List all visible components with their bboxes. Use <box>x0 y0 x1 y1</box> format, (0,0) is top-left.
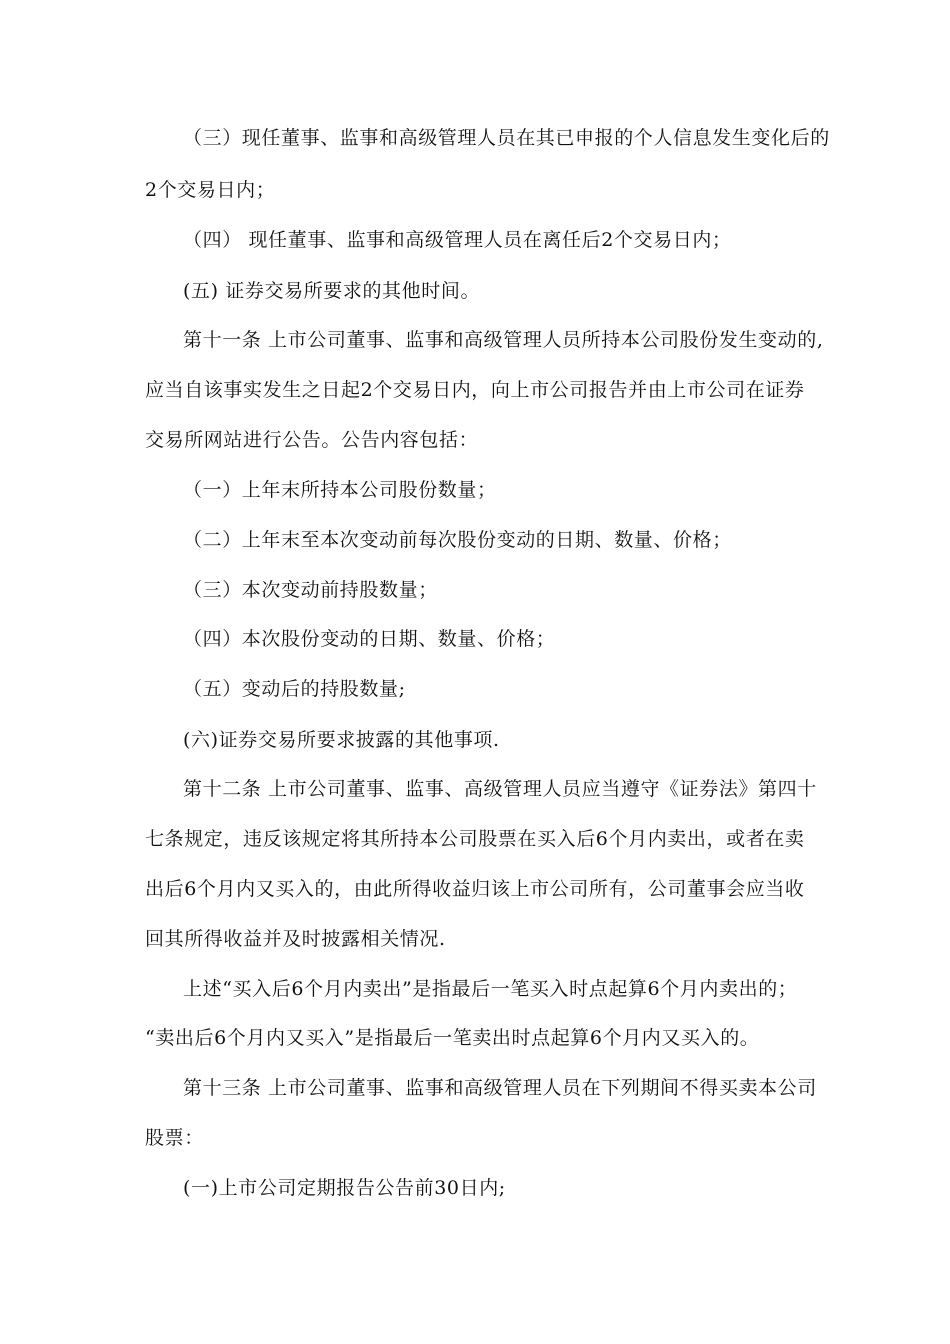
text-line-2: 2个交易日内； <box>145 179 276 201</box>
text-line-7: 交易所网站进行公告。公告内容包括： <box>145 429 479 451</box>
text-line-21: 股票： <box>145 1127 204 1149</box>
text-line-14: 第十二条 上市公司董事、监事、高级管理人员应当遵守《证券法》第四十 <box>183 778 817 800</box>
text-line-10: （三）本次变动前持股数量； <box>183 579 438 601</box>
text-line-4: (五) 证券交易所要求的其他时间。 <box>183 280 481 302</box>
text-line-6: 应当自该事实发生之日起2个交易日内，向上市公司报告并由上市公司在证券 <box>145 379 805 401</box>
text-line-11: （四）本次股份变动的日期、数量、价格； <box>183 628 556 650</box>
text-line-18: 上述“买入后6个月内卖出”是指最后一笔买入时点起算6个月内卖出的； <box>183 978 798 1000</box>
text-line-16: 出后6个月内又买入的，由此所得收益归该上市公司所有，公司董事会应当收 <box>145 878 805 900</box>
text-line-12: （五）变动后的持股数量; <box>183 678 406 700</box>
text-line-1: （三）现任董事、监事和高级管理人员在其已申报的个人信息发生变化后的 <box>183 127 830 149</box>
text-line-5: 第十一条 上市公司董事、监事和高级管理人员所持本公司股份发生变动的, <box>183 329 824 351</box>
text-line-20: 第十三条 上市公司董事、监事和高级管理人员在下列期间不得买卖本公司 <box>183 1077 817 1099</box>
text-line-9: （二）上年末至本次变动前每次股份变动的日期、数量、价格； <box>183 529 732 551</box>
text-line-19: “卖出后6个月内又买入”是指最后一笔卖出时点起算6个月内又买入的。 <box>145 1027 760 1049</box>
text-line-17: 回其所得收益并及时披露相关情况. <box>145 928 446 950</box>
text-line-3: （四） 现任董事、监事和高级管理人员在离任后2个交易日内； <box>183 229 732 251</box>
text-line-15: 七条规定，违反该规定将其所持本公司股票在买入后6个月内卖出，或者在卖 <box>145 828 805 850</box>
text-line-22: (一)上市公司定期报告公告前30日内; <box>183 1177 506 1199</box>
text-line-8: （一）上年末所持本公司股份数量； <box>183 479 497 501</box>
text-line-13: (六)证券交易所要求披露的其他事项. <box>183 729 500 751</box>
